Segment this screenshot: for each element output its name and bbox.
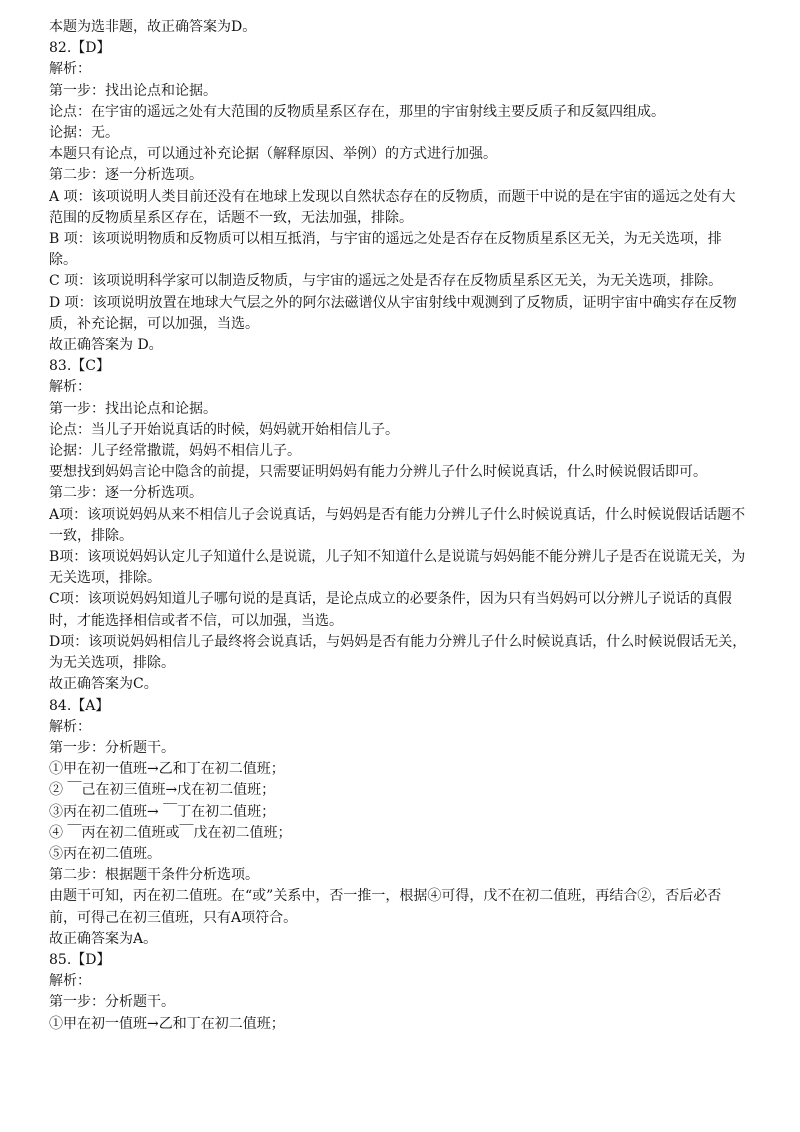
- option-b-line-2: 除。: [49, 252, 77, 269]
- option-d-line-1: D 项：该项说明放置在地球大气层之外的阿尔法磁谱仪从宇宙射线中观测到了反物质，证明宇宙中确实存在反物: [49, 294, 737, 311]
- option-a-line-2: 范围的反物质星系区存在，话题不一致，无法加强，排除。: [49, 209, 413, 226]
- question-85-answer: 85.【D】: [49, 951, 111, 968]
- analysis-heading: 解析：: [49, 973, 91, 990]
- step-one-heading: 第一步：分析题干。: [49, 994, 175, 1011]
- question-82-answer: 82.【D】: [49, 40, 111, 57]
- step-two-heading: 第二步：根据题干条件分析选项。: [49, 867, 259, 884]
- reasoning-line-2: 前，可得己在初三值班，只有A项符合。: [49, 909, 298, 926]
- step-one-heading: 第一步：找出论点和论据。: [49, 82, 217, 99]
- option-d-line-2: 为无关选项，排除。: [49, 655, 175, 672]
- condition-1: ①甲在初一值班→乙和丁在初二值班；: [49, 1015, 285, 1032]
- analysis-text: 要想找到妈妈言论中隐含的前提，只需要证明妈妈有能力分辨儿子什么时候说真话，什么时候说假话即可。: [49, 464, 707, 481]
- step-two-heading: 第二步：逐一分析选项。: [49, 167, 203, 184]
- conclusion-line: 故正确答案为 D。: [49, 337, 163, 354]
- step-two-heading: 第二步：逐一分析选项。: [49, 485, 203, 502]
- condition-2: ② ￣己在初三值班→戊在初二值班；: [49, 782, 276, 799]
- analysis-heading: 解析：: [49, 379, 91, 396]
- option-a-line-1: A 项：该项说明人类目前还没有在地球上发现以自然状态存在的反物质，而题干中说的是在宇宙的遥远之处有大: [49, 188, 736, 205]
- argument-point: 论点：当儿子开始说真话的时候，妈妈就开始相信儿子。: [49, 421, 399, 438]
- condition-1: ①甲在初一值班→乙和丁在初二值班；: [49, 761, 285, 778]
- option-b-line-1: B项：该项说妈妈认定儿子知道什么是说谎，儿子知不知道什么是说谎与妈妈能不能分辨儿子是否在说谎无关，为: [49, 549, 746, 566]
- option-d-line-1: D项：该项说妈妈相信儿子最终将会说真话，与妈妈是否有能力分辨儿子什么时候说真话，什么时候说假话无关，: [49, 633, 747, 650]
- option-d-line-2: 质，补充论据，可以加强，当选。: [49, 315, 259, 332]
- analysis-heading: 解析：: [49, 718, 91, 735]
- option-c-line-1: C项：该项说妈妈知道儿子哪句说的是真话，是论点成立的必要条件，因为只有当妈妈可以分辨儿子说话的真假: [49, 591, 732, 608]
- option-c-line-2: 时，才能选择相信或者不信，可以加强，当选。: [49, 612, 343, 629]
- option-c-line: C 项：该项说明科学家可以制造反物质，与宇宙的遥远之处是否存在反物质星系区无关，为无关选项，排除。: [49, 273, 723, 290]
- condition-4: ④ ￣丙在初二值班或￣戊在初二值班；: [49, 824, 292, 841]
- step-one-heading: 第一步：找出论点和论据。: [49, 400, 217, 417]
- option-a-line-2: 一致，排除。: [49, 527, 133, 544]
- analysis-text: 本题只有论点，可以通过补充论据（解释原因、举例）的方式进行加强。: [49, 146, 497, 163]
- option-b-line-2: 无关选项，排除。: [49, 570, 161, 587]
- document-page: [49, 17, 759, 1035]
- condition-5: ⑤丙在初二值班。: [49, 845, 161, 862]
- conclusion-line: 故正确答案为A。: [49, 930, 158, 947]
- condition-3: ③丙在初二值班→ ￣丁在初二值班；: [49, 803, 276, 820]
- reasoning-line-1: 由题干可知，丙在初二值班。在“或”关系中，否一推一，根据④可得，戊不在初二值班，再结合②，否后必否: [49, 888, 722, 905]
- conclusion-line: 故正确答案为C。: [49, 676, 158, 693]
- conclusion-line: 本题为选非题，故正确答案为D。: [49, 19, 257, 35]
- question-83-answer: 83.【C】: [49, 358, 110, 375]
- analysis-heading: 解析：: [49, 61, 91, 78]
- argument-point: 论点：在宇宙的遥远之处有大范围的反物质星系区存在，那里的宇宙射线主要反质子和反氦四组成。: [49, 103, 665, 120]
- step-one-heading: 第一步：分析题干。: [49, 739, 175, 756]
- argument-evidence: 论据：儿子经常撒谎，妈妈不相信儿子。: [49, 443, 301, 460]
- question-84-answer: 84.【A】: [49, 697, 110, 714]
- option-b-line-1: B 项：该项说明物质和反物质可以相互抵消，与宇宙的遥远之处是否存在反物质星系区无关，为无关选项，排: [49, 231, 722, 248]
- option-a-line-1: A项：该项说妈妈从来不相信儿子会说真话，与妈妈是否有能力分辨儿子什么时候说真话，什么时候说假话话题不: [49, 506, 746, 523]
- argument-evidence: 论据：无。: [49, 125, 119, 142]
